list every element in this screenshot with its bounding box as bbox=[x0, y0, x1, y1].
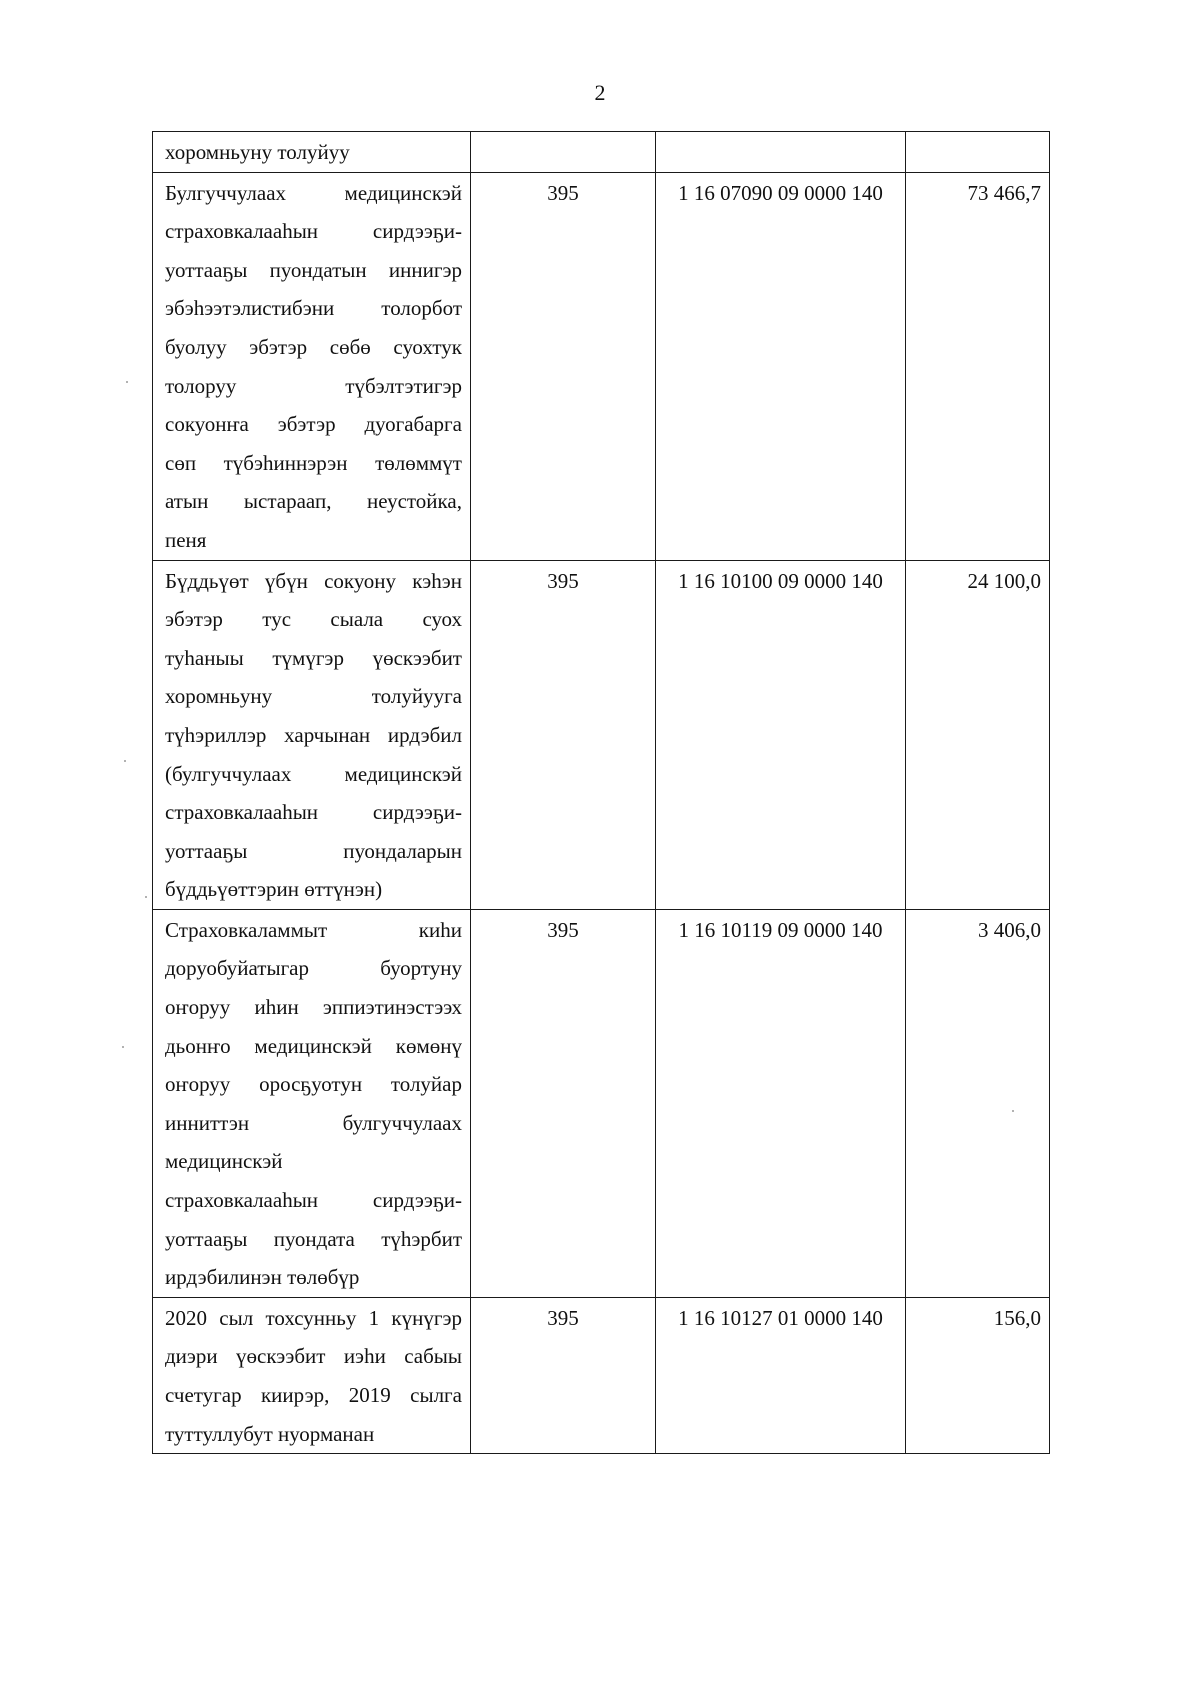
description-line: хоромньуну толуйууга bbox=[165, 684, 462, 709]
description-line: атын ыстараап, неустойка, bbox=[165, 489, 462, 514]
page-number: 2 bbox=[594, 80, 606, 105]
description-line: оҥоруу иһин эппиэтинэстээх bbox=[165, 995, 462, 1020]
description-line: страховкалааһын сирдээҕи- bbox=[165, 800, 462, 825]
description-line: диэри үөскээбит иэһи сабыы bbox=[165, 1344, 462, 1369]
scan-speck bbox=[124, 760, 126, 762]
amount-cell bbox=[906, 132, 1050, 173]
description-line: туһаныы түмүгэр үөскээбит bbox=[165, 645, 462, 670]
description-line: страховкалааһын сирдээҕи- bbox=[165, 219, 462, 244]
description-line: медицинскэй bbox=[165, 1149, 283, 1174]
kbk-cell: 1 16 10119 09 0000 140 bbox=[656, 909, 906, 1297]
description-cell bbox=[153, 909, 471, 1297]
description-line: 2020 сыл тохсунньу 1 күнүгэр bbox=[165, 1305, 462, 1330]
description-line: түһэриллэр харчынан ирдэбил bbox=[165, 722, 462, 747]
description-cell bbox=[153, 172, 471, 560]
description-line: Булгуччулаах медицинскэй bbox=[165, 180, 462, 205]
table-row bbox=[153, 132, 1050, 173]
description-line: эбэһээтэлистибэни толорбот bbox=[165, 296, 462, 321]
description-line: инниттэн булгуччулаах bbox=[165, 1110, 462, 1135]
description-line: уоттааҕы пуондатын иннигэр bbox=[165, 257, 462, 282]
code-cell: 395 bbox=[471, 172, 656, 560]
description-line: туттуллубут нуорманан bbox=[165, 1421, 375, 1446]
description-line: уоттааҕы пуондаларын bbox=[165, 838, 462, 863]
description-line: толоруу түбэлтэтигэр bbox=[165, 373, 462, 398]
scan-speck bbox=[126, 381, 128, 383]
revenue-table bbox=[152, 131, 1050, 1454]
code-cell: 395 bbox=[471, 1297, 656, 1453]
code-cell bbox=[471, 132, 656, 173]
amount-cell: 156,0 bbox=[906, 1297, 1050, 1453]
description-line: сокуонҥа эбэтэр дуогабарга bbox=[165, 412, 462, 437]
code-cell: 395 bbox=[471, 560, 656, 909]
description-line: эбэтэр тус сыала суох bbox=[165, 607, 462, 632]
kbk-cell: 1 16 10127 01 0000 140 bbox=[656, 1297, 906, 1453]
description-cell bbox=[153, 1297, 471, 1453]
description-line: Страховкаламмыт киһи bbox=[165, 917, 462, 942]
table-body bbox=[153, 132, 1050, 1454]
table-row bbox=[153, 172, 1050, 560]
kbk-cell bbox=[656, 132, 906, 173]
description-line: оҥоруу оросҕуотун толуйар bbox=[165, 1072, 462, 1097]
description-line: (булгуччулаах медицинскэй bbox=[165, 761, 462, 786]
description-cell bbox=[153, 560, 471, 909]
kbk-cell: 1 16 10100 09 0000 140 bbox=[656, 560, 906, 909]
table-row bbox=[153, 1297, 1050, 1453]
table-row bbox=[153, 909, 1050, 1297]
description-line: Бүддьүөт үбүн сокуону кэһэн bbox=[165, 568, 462, 593]
amount-cell: 73 466,7 bbox=[906, 172, 1050, 560]
description-line: счетугар киирэр, 2019 сылга bbox=[165, 1383, 462, 1407]
description-line: уоттааҕы пуондата түһэрбит bbox=[165, 1226, 462, 1251]
description-line: хоромньуну толуйуу bbox=[165, 140, 350, 164]
description-line: сөп түбэһиннэрэн төлөммүт bbox=[165, 450, 462, 475]
code-cell: 395 bbox=[471, 909, 656, 1297]
scan-speck bbox=[122, 1046, 124, 1048]
description-cell bbox=[153, 132, 471, 173]
description-line: страховкалааһын сирдээҕи- bbox=[165, 1188, 462, 1213]
description-line: буолуу эбэтэр сөбө суохтук bbox=[165, 334, 462, 359]
description-line: дьонҥо медицинскэй көмөнү bbox=[165, 1033, 462, 1058]
amount-cell: 3 406,0 bbox=[906, 909, 1050, 1297]
description-line: пеня bbox=[165, 527, 207, 552]
description-line: ирдэбилинэн төлөбүр bbox=[165, 1265, 360, 1290]
kbk-cell: 1 16 07090 09 0000 140 bbox=[656, 172, 906, 560]
table-row bbox=[153, 560, 1050, 909]
scan-speck bbox=[145, 896, 147, 898]
scan-speck bbox=[1012, 1110, 1014, 1112]
description-line: бүддьүөттэрин өттүнэн) bbox=[165, 877, 383, 902]
description-line: доруобуйатыгар буортуну bbox=[165, 956, 462, 981]
amount-cell: 24 100,0 bbox=[906, 560, 1050, 909]
